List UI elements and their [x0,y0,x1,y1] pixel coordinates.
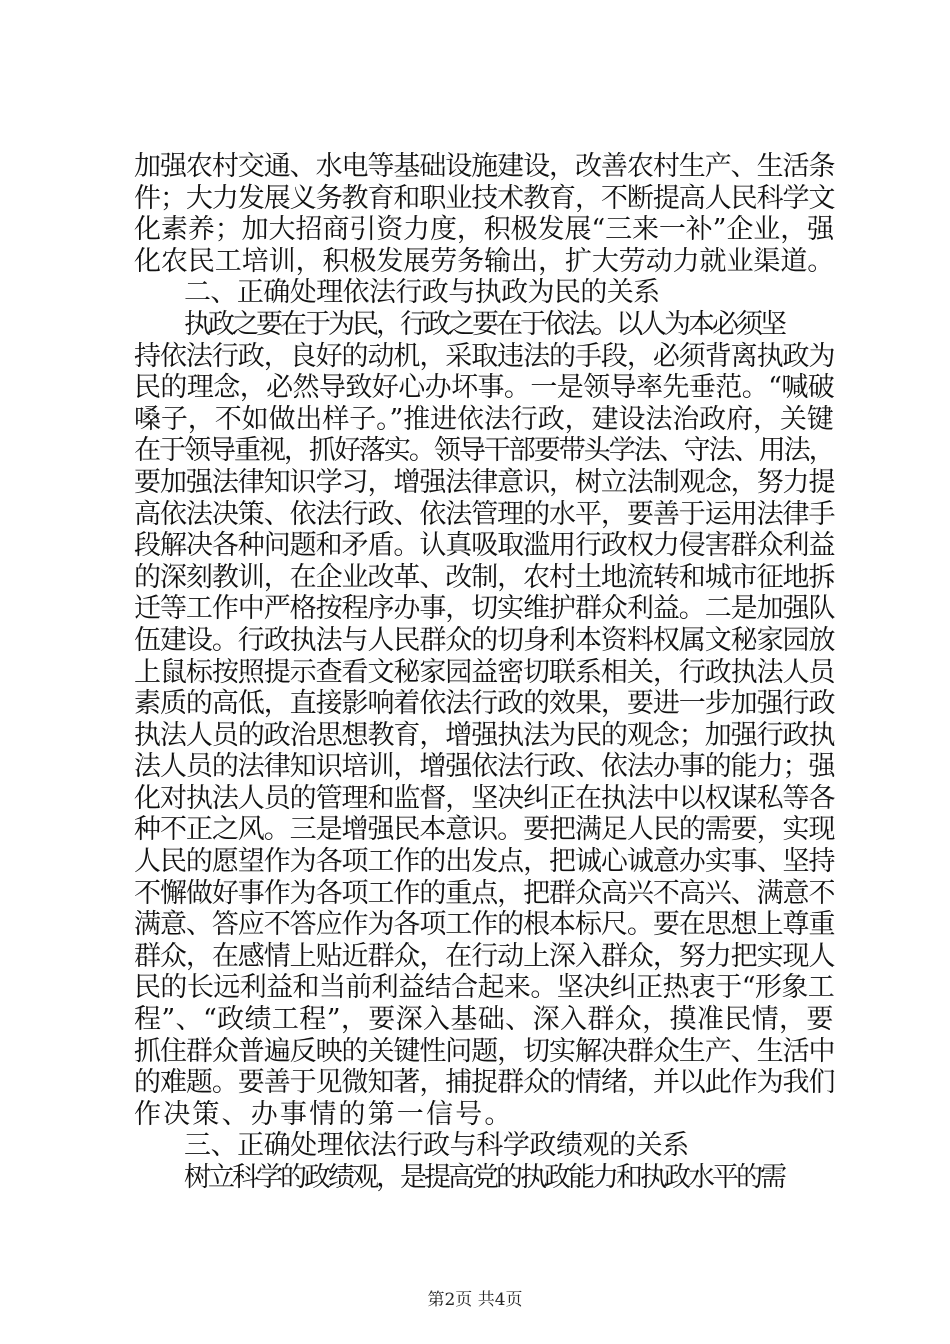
text-line: 程”、“政绩工程”，要深入基础、深入群众，摸准民情，要 [134,1004,834,1036]
text-line: 树立科学的政绩观，是提高党的执政能力和执政水平的需 [184,1162,784,1193]
text-line: 伍建设。行政执法与人民群众的切身利本资料权属文秘家园放 [134,624,835,656]
text-line: 嗓子，不如做出样子。”推进依法行政，建设法治政府，关键 [134,403,834,435]
text-line: 民的长远利益和当前利益结合起来。坚决纠正热衷于“形象工 [134,972,835,1004]
text-line: 素质的高低，直接影响着依法行政的效果，要进一步加强行政 [134,688,835,720]
text-line: 执法人员的政治思想教育，增强执法为民的观念；加强行政执 [134,719,835,751]
page-footer: 第2页 共4页 [427,1290,523,1310]
text-line: 人民的愿望作为各项工作的出发点，把诚心诚意办实事、坚持 [134,846,835,878]
text-line: 加强农村交通、水电等基础设施建设，改善农村生产、生活条 [134,151,835,182]
text-line: 化素养；加大招商引资力度，积极发展“三来一补”企业，强 [134,214,835,246]
text-line: 民的理念，必然导致好心办坏事。一是领导率先垂范。“喊破 [134,372,835,404]
section-heading: 二、正确处理依法行政与执政为民的关系 [184,277,660,309]
text-line: 件；大力发展义务教育和职业技术教育，不断提高人民科学文 [134,182,835,214]
text-line: 高依法决策、依法行政、依法管理的水平，要善于运用法律手 [134,498,835,530]
text-line: 要加强法律知识学习，增强法律意识，树立法制观念，努力提 [134,466,835,498]
text-line: 群众，在感情上贴近群众，在行动上深入群众，努力把实现人 [134,940,835,972]
text-line: 执政之要在于为民，行政之要在于依法。以人为本必须坚 [184,308,784,340]
text-line: 化对执法人员的管理和监督，坚决纠正在执法中以权谋私等各 [134,782,835,814]
text-line: 上鼠标按照提示查看文秘家园益密切联系相关，行政执法人员 [134,656,835,688]
text-line: 法人员的法律知识培训，增强依法行政、依法办事的能力；强 [134,751,835,783]
text-line: 持依法行政，良好的动机，采取违法的手段，必须背离执政为 [134,340,835,372]
text-line: 迁等工作中严格按程序办事，切实维护群众利益。二是加强队 [134,593,835,625]
text-line: 段解决各种问题和矛盾。认真吸取滥用行政权力侵害群众利益 [134,530,835,562]
text-line: 的深刻教训，在企业改革、改制，农村土地流转和城市征地拆 [134,561,835,593]
text-line: 化农民工培训，积极发展劳务输出，扩大劳动力就业渠道。 [134,245,835,277]
text-line: 种不正之风。三是增强民本意识。要把满足人民的需要，实现 [134,814,835,846]
text-line: 抓住群众普遍反映的关键性问题，切实解决群众生产、生活中 [134,1035,835,1067]
text-line: 作决策、办事情的第一信号。 [134,1098,514,1130]
text-line: 不懈做好事作为各项工作的重点，把群众高兴不高兴、满意不 [134,877,835,909]
text-line: 满意、答应不答应作为各项工作的根本标尺。要在思想上尊重 [134,909,835,941]
section-heading: 三、正确处理依法行政与科学政绩观的关系 [184,1130,689,1162]
text-line: 的难题。要善于见微知著，捕捉群众的情绪，并以此作为我们 [134,1067,835,1099]
text-line: 在于领导重视，抓好落实。领导干部要带头学法、守法、用法， [134,435,834,467]
document-body [134,151,834,1194]
